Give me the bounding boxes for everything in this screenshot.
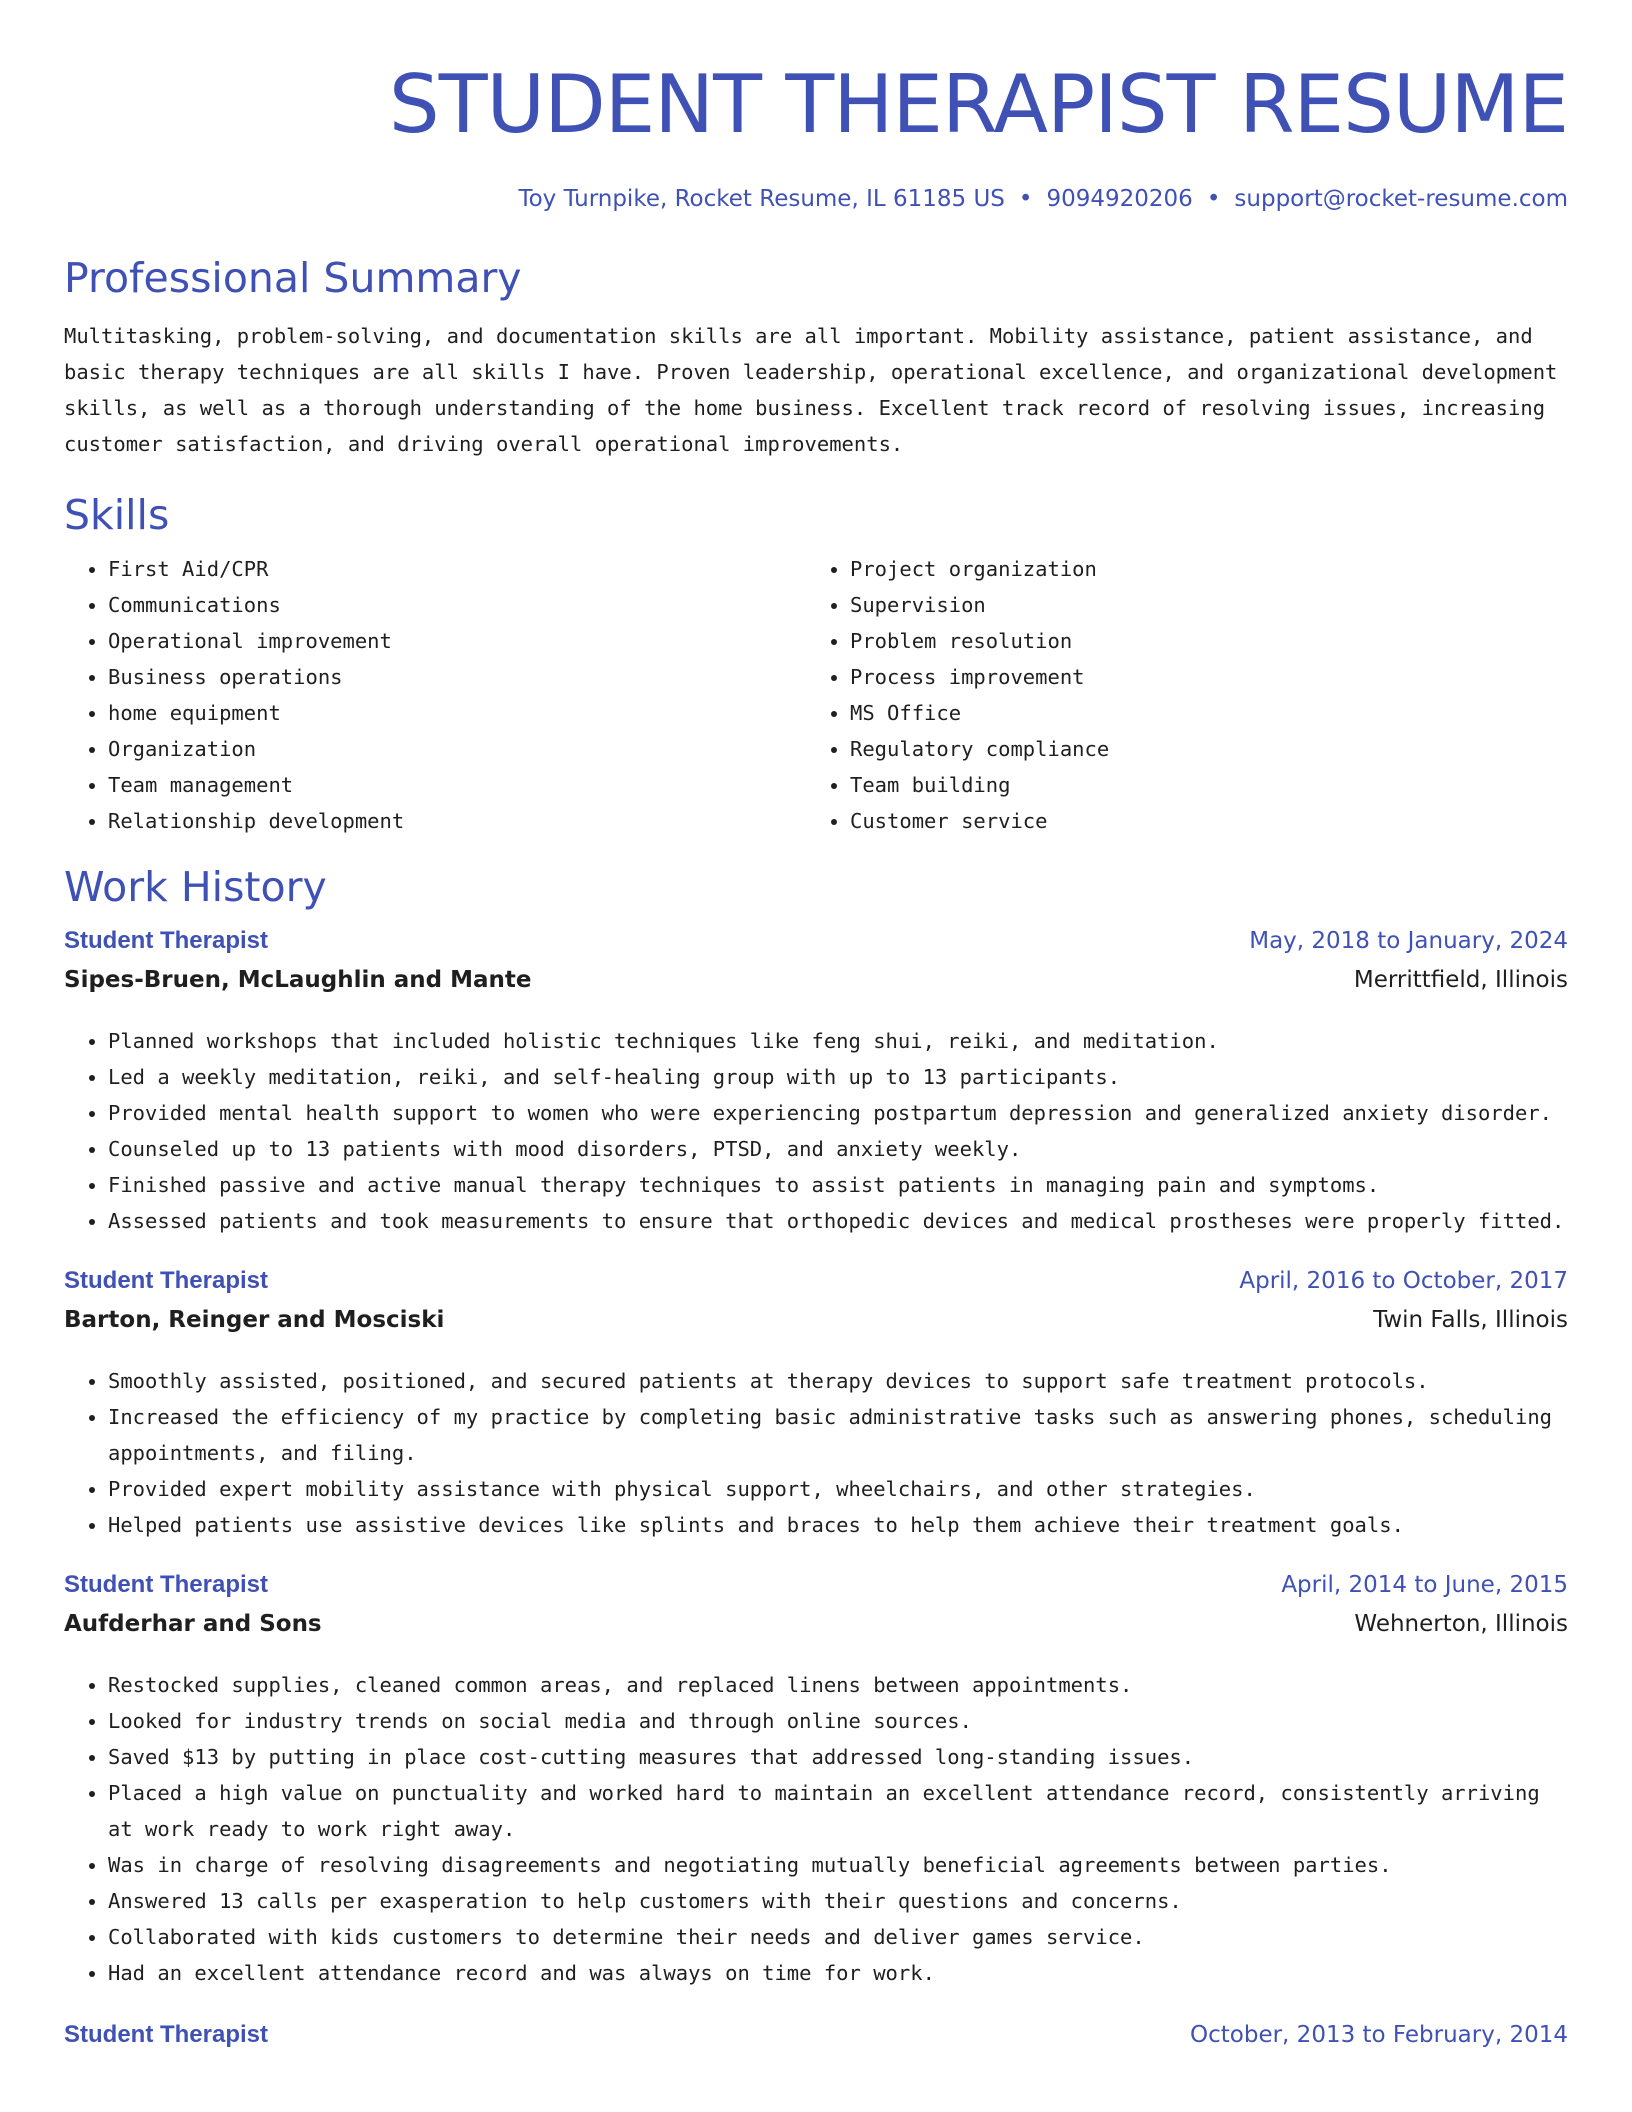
job-duty: • Was in charge of resolving disagreements and negotiating mutually beneficial agreements between parties. <box>108 1847 1568 1883</box>
job-employer-row <box>64 1307 1568 1347</box>
job-company: Aufderhar and Sons <box>64 1611 322 1637</box>
job-duty: • Looked for industry trends on social media and through online sources. <box>108 1703 1568 1739</box>
job-location: Wehnerton, Illinois <box>1354 1611 1568 1637</box>
contact-separator: • <box>1018 186 1033 212</box>
skills-column-left <box>64 551 806 839</box>
contact-line <box>64 182 1568 216</box>
skills-heading: Skills <box>64 491 170 539</box>
skill-item: • Project organization <box>850 551 1548 587</box>
skill-item: • Process improvement <box>850 659 1548 695</box>
skill-item: • Supervision <box>850 587 1548 623</box>
job-duty: • Had an excellent attendance record and was always on time for work. <box>108 1955 1568 1991</box>
contact-email: support@rocket-resume.com <box>1234 186 1568 212</box>
resume-page <box>64 0 1568 2061</box>
skills-list <box>64 551 1568 839</box>
skill-item: • Customer service <box>850 803 1548 839</box>
job-title: Student Therapist <box>64 1571 269 1598</box>
job-duty: • Finished passive and active manual therapy techniques to assist patients in managing pain and symptoms. <box>108 1167 1568 1203</box>
summary-text: Multitasking, problem-solving, and documentation skills are all important. Mobility assistance, patient assistance, and basic therapy techniques are all skills I have. Proven leadership, operational excellence, and organizational development skills, as well as a thorough understanding of the home business. Excellent track record of resolving issues, increasing customer satisfaction, and driving overall operational improvements. <box>64 324 1558 456</box>
job-duty: • Restocked supplies, cleaned common areas, and replaced linens between appointments. <box>108 1667 1568 1703</box>
job-duty: • Counseled up to 13 patients with mood disorders, PTSD, and anxiety weekly. <box>108 1131 1568 1167</box>
job-duty: • Provided expert mobility assistance with physical support, wheelchairs, and other strategies. <box>108 1471 1568 1507</box>
summary-heading: Professional Summary <box>64 254 522 302</box>
job-duty: • Assessed patients and took measurements to ensure that orthopedic devices and medical prostheses were properly fitted. <box>108 1203 1568 1239</box>
skill-item: • Relationship development <box>108 803 806 839</box>
job-dates: May, 2018 to January, 2024 <box>1249 928 1568 954</box>
work-history-heading: Work History <box>64 863 327 911</box>
job-duties <box>64 1667 1568 1991</box>
skill-item: • First Aid/CPR <box>108 551 806 587</box>
job-location: Merrittfield, Illinois <box>1353 967 1568 993</box>
job-entry <box>64 1267 1568 1543</box>
job-duties <box>64 1363 1568 1543</box>
skill-item: • Problem resolution <box>850 623 1548 659</box>
job-dates: April, 2014 to June, 2015 <box>1281 1572 1568 1598</box>
skill-item: • Regulatory compliance <box>850 731 1548 767</box>
resume-title: STUDENT THERAPIST RESUME <box>388 58 1568 151</box>
job-duty: • Provided mental health support to women who were experiencing postpartum depression and generalized anxiety disorder. <box>108 1095 1568 1131</box>
job-duty: • Led a weekly meditation, reiki, and self-healing group with up to 13 participants. <box>108 1059 1568 1095</box>
job-duty: • Placed a high value on punctuality and worked hard to maintain an excellent attendance record, consistently arriving at work ready to work right away. <box>108 1775 1568 1847</box>
contact-address: Toy Turnpike, Rocket Resume, IL 61185 US <box>518 186 1005 212</box>
job-duty: • Planned workshops that included holistic techniques like feng shui, reiki, and meditation. <box>108 1023 1568 1059</box>
job-title: Student Therapist <box>64 927 269 954</box>
job-company: Barton, Reinger and Mosciski <box>64 1307 445 1333</box>
job-employer-row <box>64 1611 1568 1651</box>
job-dates: April, 2016 to October, 2017 <box>1239 1268 1568 1294</box>
skill-item: • home equipment <box>108 695 806 731</box>
job-duty: • Collaborated with kids customers to determine their needs and deliver games service. <box>108 1919 1568 1955</box>
job-duty: • Answered 13 calls per exasperation to help customers with their questions and concerns. <box>108 1883 1568 1919</box>
skill-item: • Organization <box>108 731 806 767</box>
job-duty: • Smoothly assisted, positioned, and secured patients at therapy devices to support safe treatment protocols. <box>108 1363 1568 1399</box>
job-header-row <box>64 927 1568 967</box>
job-duty: • Increased the efficiency of my practice by completing basic administrative tasks such as answering phones, scheduling appointments, and filing. <box>108 1399 1568 1471</box>
job-header-row <box>64 1267 1568 1307</box>
job-entry <box>64 1571 1568 1991</box>
skill-item: • Communications <box>108 587 806 623</box>
skill-item: • Team building <box>850 767 1548 803</box>
contact-phone: 9094920206 <box>1046 186 1193 212</box>
skill-item: • Team management <box>108 767 806 803</box>
job-duty: • Helped patients use assistive devices like splints and braces to help them achieve their treatment goals. <box>108 1507 1568 1543</box>
job-dates: October, 2013 to February, 2014 <box>1190 2022 1568 2048</box>
job-header-row <box>64 2021 1568 2061</box>
skill-item: • Operational improvement <box>108 623 806 659</box>
skill-item: • MS Office <box>850 695 1548 731</box>
job-duties <box>64 1023 1568 1239</box>
job-duty: • Saved $13 by putting in place cost-cutting measures that addressed long-standing issues. <box>108 1739 1568 1775</box>
job-entry <box>64 2021 1568 2061</box>
job-title: Student Therapist <box>64 1267 269 1294</box>
contact-separator: • <box>1206 186 1221 212</box>
skills-column-right <box>806 551 1548 839</box>
job-entry <box>64 927 1568 1239</box>
skill-item: • Business operations <box>108 659 806 695</box>
job-employer-row <box>64 967 1568 1007</box>
job-title: Student Therapist <box>64 2021 269 2048</box>
job-company: Sipes-Bruen, McLaughlin and Mante <box>64 967 532 993</box>
job-header-row <box>64 1571 1568 1611</box>
job-location: Twin Falls, Illinois <box>1373 1307 1568 1333</box>
